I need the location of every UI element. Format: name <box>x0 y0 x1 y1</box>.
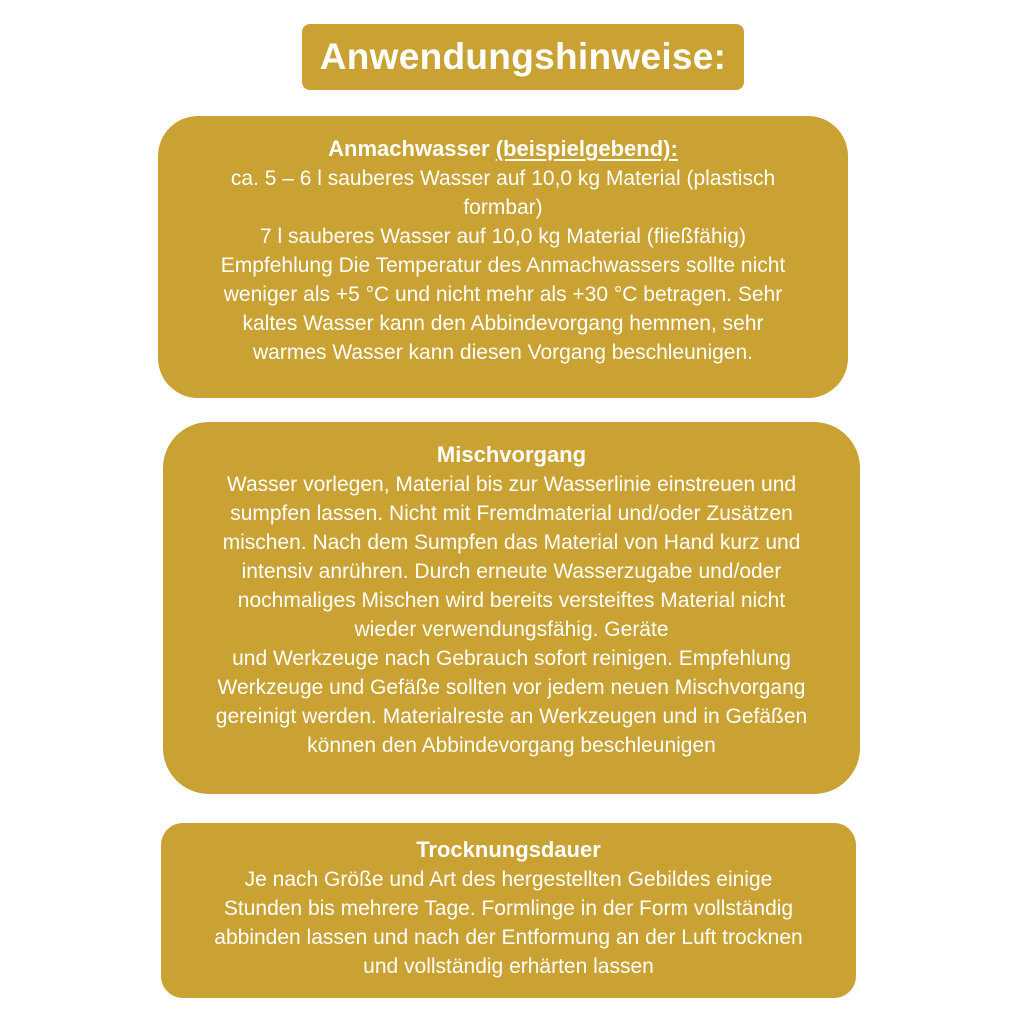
section-heading: Mischvorgang <box>436 442 587 467</box>
section-heading-text: Anmachwasser <box>328 136 490 161</box>
body-line: mischen. Nach dem Sumpfen das Material von Hand kurz und <box>222 531 801 554</box>
body-line: nochmaliges Mischen wird bereits versteiftes Material nicht <box>237 589 786 612</box>
body-line: warmes Wasser kann diesen Vorgang beschleunigen. <box>252 341 753 364</box>
body-line: ca. 5 – 6 l sauberes Wasser auf 10,0 kg Material (plastisch <box>230 167 776 190</box>
body-line: abbinden lassen und nach der Entformung an der Luft trocknen <box>214 926 803 949</box>
section-body <box>183 470 840 760</box>
body-line: kaltes Wasser kann den Abbindevorgang hemmen, sehr <box>242 312 764 335</box>
body-line: Je nach Größe und Art des hergestellten Gebildes einige <box>244 868 773 891</box>
page-title: Anwendungshinweise: <box>319 36 727 77</box>
body-line: Wasser vorlegen, Material bis zur Wasserlinie einstreuen und <box>226 473 797 496</box>
section-anmachwasser <box>158 116 848 398</box>
section-heading-underlined: (beispielgebend): <box>495 136 678 161</box>
body-line: formbar) <box>463 196 543 219</box>
body-line: und vollständig erhärten lassen <box>363 955 654 978</box>
body-line: sumpfen lassen. Nicht mit Fremdmaterial und/oder Zusätzen <box>230 502 793 525</box>
body-line: und Werkzeuge nach Gebrauch sofort reinigen. Empfehlung <box>232 647 791 670</box>
body-line: intensiv anrühren. Durch erneute Wasserzugabe und/oder <box>241 560 782 583</box>
body-line: wieder verwendungsfähig. Geräte <box>354 618 669 641</box>
body-line: gereinigt werden. Materialreste an Werkzeugen und in Gefäßen <box>215 705 808 728</box>
body-line: Empfehlung Die Temperatur des Anmachwassers sollte nicht <box>220 254 786 277</box>
body-line: weniger als +5 °C und nicht mehr als +30 °C betragen. Sehr <box>223 283 783 306</box>
section-mischvorgang <box>163 422 860 794</box>
title-banner <box>302 24 744 90</box>
body-line: 7 l sauberes Wasser auf 10,0 kg Material (fließfähig) <box>260 225 746 248</box>
section-body <box>175 865 842 981</box>
section-body <box>182 164 824 367</box>
body-line: Stunden bis mehrere Tage. Formlinge in der Form vollständig <box>223 897 794 920</box>
body-line: Werkzeuge und Gefäße sollten vor jedem neuen Mischvorgang <box>217 676 806 699</box>
section-trocknungsdauer <box>161 823 856 998</box>
body-line: können den Abbindevorgang beschleunigen <box>307 734 716 757</box>
section-heading <box>182 134 824 164</box>
section-heading: Trocknungsdauer <box>416 837 601 862</box>
